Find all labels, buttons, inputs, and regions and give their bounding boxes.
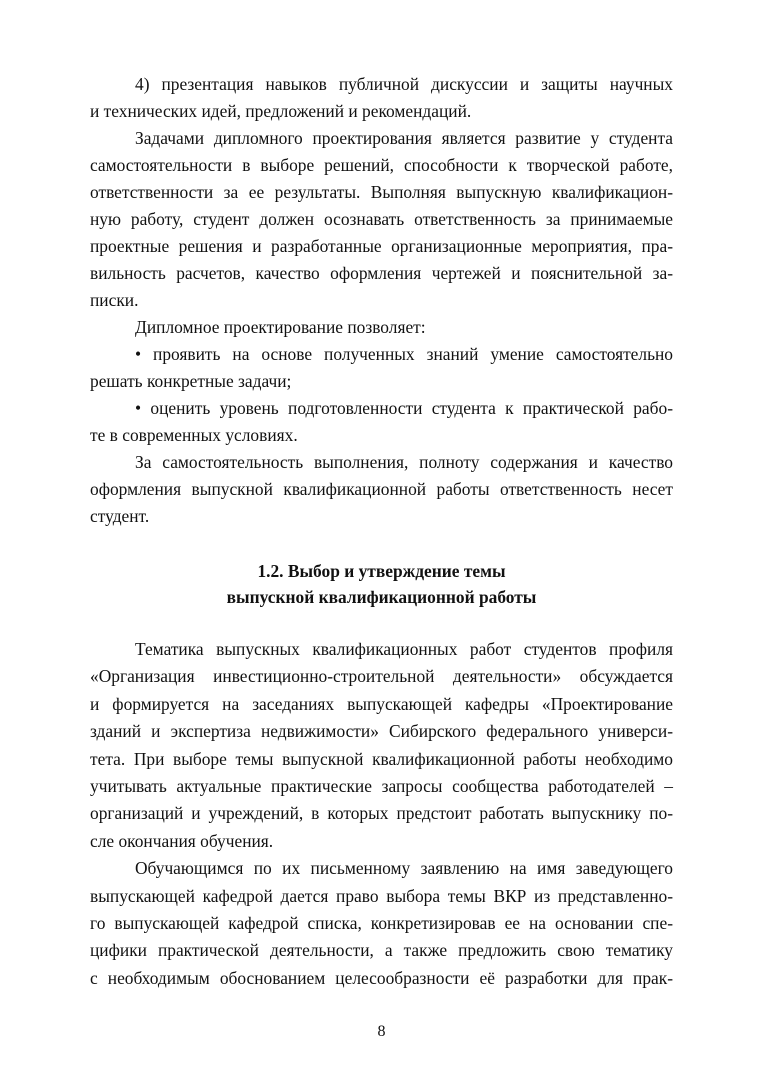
text-line: цифики практической деятельности, а также предложить свою тематику — [90, 940, 673, 961]
text-line: и формируется на заседаниях выпускающей кафедры «Проектирование — [90, 693, 673, 714]
text-line: 4) презентация навыков публичной дискуссии и защиты научных — [135, 74, 673, 94]
section-heading-line-1: 1.2. Выбор и утверждение темы — [257, 561, 506, 581]
text-line: сле окончания обучения. — [90, 830, 274, 851]
text-line: выпускающей кафедрой дается право выбора темы ВКР из представленно- — [90, 885, 673, 906]
text-line: тета. При выборе темы выпускной квалификационной работы необходимо — [90, 748, 673, 769]
text-line: • проявить на основе полученных знаний умение самостоятельно — [135, 344, 673, 364]
text-line: вильность расчетов, качество оформления чертежей и пояснительной за- — [90, 263, 673, 283]
text-line: зданий и экспертиза недвижимости» Сибирского федерального универси- — [90, 721, 673, 742]
text-line: те в современных условиях. — [90, 425, 298, 445]
text-line: «Организация инвестиционно-строительной деятельности» обсуждается — [90, 666, 673, 687]
text-line: студент. — [90, 506, 150, 526]
text-line: оформления выпускной квалификационной работы ответственность несет — [90, 479, 673, 499]
section-heading-line-2: выпускной квалификационной работы — [226, 587, 537, 607]
text-line: Задачами дипломного проектирования является развитие у студента — [135, 128, 673, 148]
text-line: • оценить уровень подготовленности студента к практической рабо- — [135, 398, 673, 418]
text-line: го выпускающей кафедрой списка, конкретизировав ее на основании спе- — [90, 913, 673, 933]
text-line: ную работу, студент должен осознавать ответственность за принимаемые — [90, 209, 673, 229]
page-number: 8 — [377, 1023, 386, 1040]
text-line: организаций и учреждений, в которых предстоит работать выпускнику по- — [90, 803, 673, 824]
text-line: с необходимым обоснованием целесообразности её разработки для прак- — [90, 967, 673, 988]
text-line: Дипломное проектирование позволяет: — [135, 317, 426, 337]
text-line: Тематика выпускных квалификационных работ студентов профиля — [135, 639, 673, 659]
text-line: проектные решения и разработанные организационные мероприятия, пра- — [90, 236, 673, 256]
text-line: и технических идей, предложений и рекомендаций. — [90, 101, 472, 121]
text-line: решать конкретные задачи; — [90, 371, 292, 391]
text-line: Обучающимся по их письменному заявлению на имя заведующего — [135, 858, 673, 879]
text-line: самостоятельности в выборе решений, способности к творческой работе, — [90, 155, 673, 175]
text-line: ответственности за ее результаты. Выполняя выпускную квалификацион- — [90, 182, 673, 202]
text-line: За самостоятельность выполнения, полноту содержания и качество — [135, 452, 673, 472]
text-line: учитывать актуальные практические запросы сообщества работодателей – — [90, 776, 673, 796]
text-line: писки. — [90, 290, 139, 310]
